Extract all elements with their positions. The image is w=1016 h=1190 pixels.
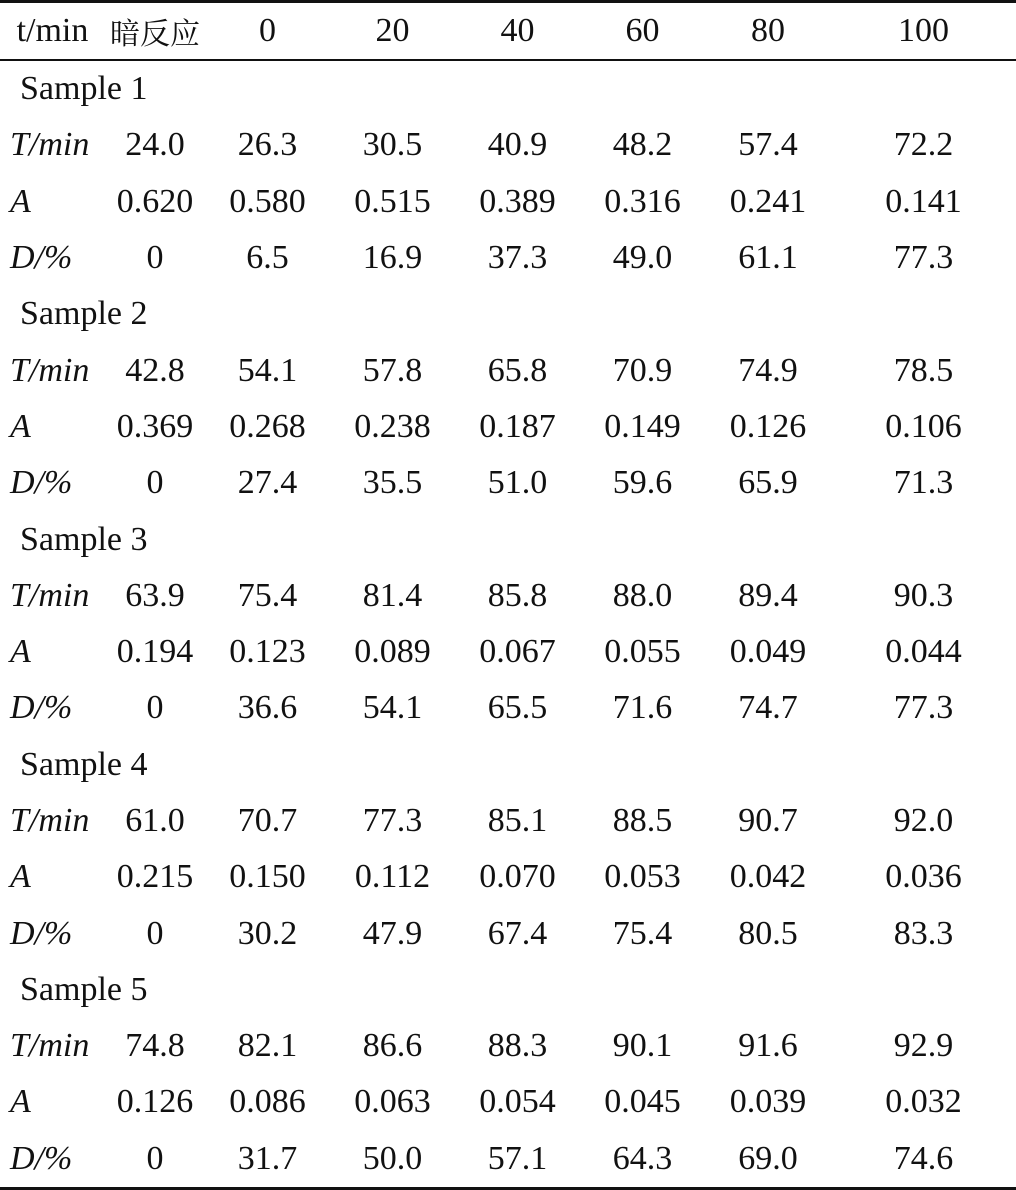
table-row [0,174,1016,230]
table-cell: 40.9 [487,126,548,164]
row-label: A [10,858,31,896]
table-cell: 0.316 [604,182,681,220]
table-cell: 54.1 [362,689,423,727]
header-cell: 0 [205,2,330,61]
table-cell: 61.0 [125,802,185,839]
table-row [0,568,1016,624]
table-cell: 0.149 [604,407,681,445]
table-row [0,117,1016,173]
table-cell: 0.089 [354,633,431,671]
table-cell: 24.0 [125,126,185,164]
table-cell: 77.3 [893,239,954,277]
table-cell: 0.045 [604,1083,681,1121]
table-cell: 47.9 [362,914,423,952]
table-cell: 42.8 [125,351,185,389]
table-cell: 0.032 [885,1083,962,1121]
table-cell: 0 [146,689,164,727]
header-cell-time: t/min [0,2,105,61]
table-cell: 35.5 [362,464,423,502]
table-row [0,1131,1016,1189]
table-cell: 51.0 [487,464,548,502]
table-cell: 0 [105,1131,205,1189]
row-label: D/% [10,464,73,502]
table-row [0,849,1016,905]
table-row [0,230,1016,286]
table-cell: 63.9 [125,576,185,614]
table-cell: 50.0 [330,1131,455,1189]
table-cell: 0.515 [354,182,431,220]
table-cell: 82.1 [237,1027,298,1065]
table-cell: 0.086 [229,1083,306,1121]
row-label: D/% [10,914,73,952]
table-cell: 0.389 [479,182,556,220]
table-row [0,342,1016,398]
table-cell: 85.1 [487,802,548,839]
table-cell: 77.3 [362,802,423,839]
table-row [0,1074,1016,1130]
table-cell: 0.620 [116,182,194,220]
table-cell: 89.4 [738,576,798,614]
table-cell: 0.238 [354,407,431,445]
table-cell: 74.6 [831,1131,1016,1189]
table-cell: 88.0 [612,576,673,614]
row-label: D/% [10,689,73,727]
table-cell: 6.5 [246,239,289,277]
row-label: T/min [10,802,90,839]
table-cell: 81.4 [362,576,423,614]
table-cell: 65.5 [487,689,548,727]
table-cell: 70.9 [612,351,673,389]
table-cell: 0.187 [479,407,556,445]
sample-group-row [0,511,1016,567]
table-cell: 61.1 [738,239,798,277]
table-cell: 67.4 [487,914,548,952]
row-label: D/% [0,1131,105,1189]
sample-group-row [0,60,1016,117]
table-row [0,399,1016,455]
table-cell: 71.6 [612,689,673,727]
header-cell: 40 [455,2,580,61]
header-cell: 100 [831,2,1016,61]
table-cell: 54.1 [237,351,298,389]
table-cell: 65.8 [487,351,548,389]
header-cell: 60 [580,2,705,61]
table-cell: 75.4 [612,914,673,952]
table-cell: 30.2 [237,914,298,952]
table-cell: 0.049 [729,633,807,671]
table-cell: 69.0 [705,1131,831,1189]
table-cell: 90.7 [738,802,798,839]
table-cell: 0.268 [229,407,306,445]
row-label: A [10,182,31,220]
table-cell: 0.126 [729,407,807,445]
table-cell: 0.150 [229,858,306,896]
table-body [0,60,1016,1188]
row-label: T/min [10,576,90,614]
table-cell: 0.063 [354,1083,431,1121]
table-cell: 88.5 [612,802,673,839]
table-cell: 0 [146,464,164,502]
table-cell: 72.2 [893,126,954,164]
sample-group-row [0,737,1016,793]
table-cell: 0.044 [885,633,962,671]
row-label: T/min [10,126,90,164]
table-cell: 85.8 [487,576,548,614]
table-cell: 92.9 [893,1027,954,1065]
table-cell: 0.055 [604,633,681,671]
table-cell: 0 [146,239,164,277]
table-cell: 90.3 [893,576,954,614]
header-cell-dark-reaction: 暗反应 [105,2,205,61]
table-cell: 91.6 [738,1027,798,1065]
row-label: T/min [10,351,90,389]
table-cell: 27.4 [237,464,298,502]
table-cell: 0.042 [729,858,807,896]
table-row [0,1018,1016,1074]
table-cell: 74.7 [738,689,798,727]
table-cell: 0.126 [116,1083,194,1121]
header-cell: 20 [330,2,455,61]
table-cell: 57.1 [455,1131,580,1189]
table-cell: 0.241 [729,182,807,220]
table-cell: 64.3 [580,1131,705,1189]
table-row [0,455,1016,511]
row-label: A [10,1083,31,1121]
sample-name: Sample 2 [20,295,148,333]
table-cell: 0.036 [885,858,962,896]
sample-name: Sample 4 [20,745,148,783]
table-header [0,2,1016,61]
table-cell: 65.9 [738,464,798,502]
sample-name: Sample 5 [20,970,148,1008]
sample-group-row [0,962,1016,1018]
table-cell: 0.106 [885,407,962,445]
row-label: A [10,407,31,445]
table-cell: 78.5 [893,351,954,389]
table-cell: 0.112 [354,858,431,896]
table-row [0,793,1016,849]
table-cell: 0 [146,914,164,952]
table-cell: 0.141 [885,182,962,220]
sample-group-row [0,286,1016,342]
table-cell: 75.4 [237,576,298,614]
table-cell: 26.3 [237,126,298,164]
table-cell: 57.8 [362,351,423,389]
table-cell: 88.3 [487,1027,548,1065]
table-cell: 0.123 [229,633,306,671]
sample-name: Sample 3 [20,520,148,558]
table-cell: 16.9 [362,239,423,277]
table-cell: 71.3 [893,464,954,502]
table-cell: 0.067 [479,633,556,671]
table-cell: 70.7 [237,802,298,839]
table-row [0,905,1016,961]
header-cell: 80 [705,2,831,61]
table-cell: 0.053 [604,858,681,896]
table-cell: 57.4 [738,126,798,164]
table-cell: 36.6 [237,689,298,727]
table-cell: 0.194 [116,633,194,671]
table-cell: 0.215 [116,858,194,896]
row-label: A [10,633,31,671]
table-row [0,680,1016,736]
table-cell: 0.580 [229,182,306,220]
table-cell: 0.039 [729,1083,807,1121]
table-cell: 49.0 [612,239,673,277]
row-label: T/min [10,1027,90,1065]
table-cell: 80.5 [738,914,798,952]
row-label: D/% [10,239,73,277]
table-cell: 48.2 [612,126,673,164]
table-cell: 59.6 [612,464,673,502]
table-cell: 92.0 [893,802,954,839]
table-cell: 0.369 [116,407,194,445]
table-cell: 77.3 [893,689,954,727]
table-cell: 83.3 [893,914,954,952]
header-row [0,2,1016,61]
table-cell: 90.1 [612,1027,673,1065]
table-cell: 30.5 [362,126,423,164]
table-cell: 37.3 [487,239,548,277]
table-cell: 31.7 [205,1131,330,1189]
table-row [0,624,1016,680]
table-cell: 74.8 [125,1027,185,1065]
table-cell: 0.054 [479,1083,556,1121]
table-cell: 0.070 [479,858,556,896]
sample-name: Sample 1 [20,70,148,108]
table-cell: 86.6 [362,1027,423,1065]
table-cell: 74.9 [738,351,798,389]
